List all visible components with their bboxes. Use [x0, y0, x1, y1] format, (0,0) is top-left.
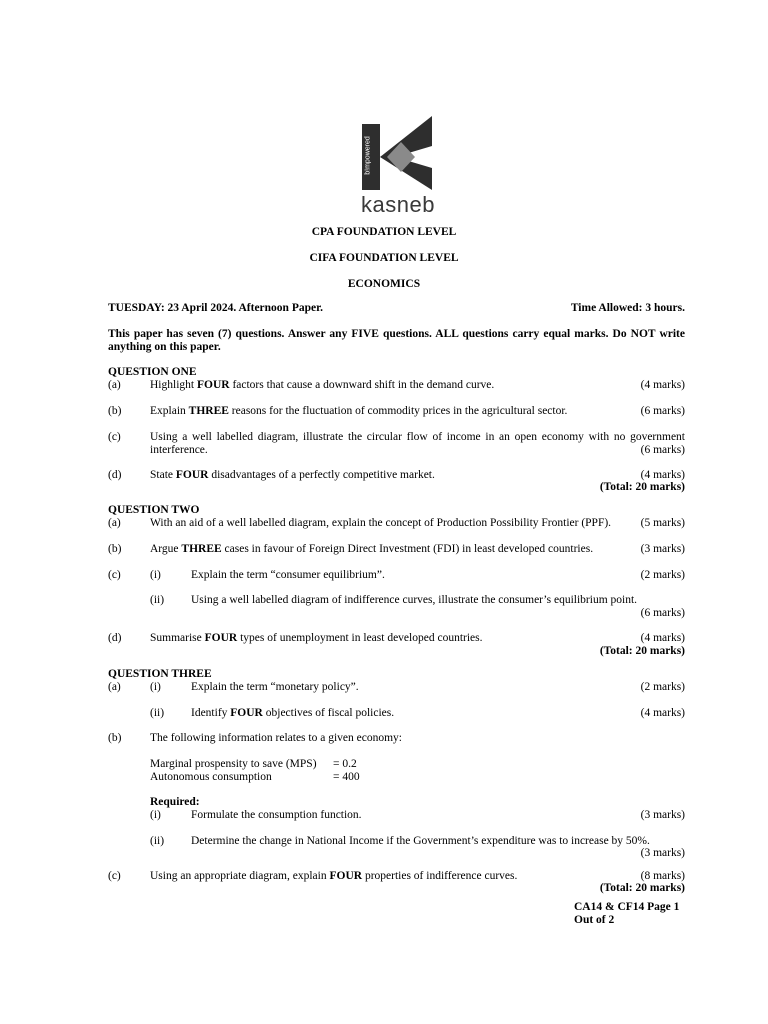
q2d-marks: (4 marks) — [640, 632, 685, 644]
q3c-label: (c) — [108, 870, 121, 882]
q2-total: (Total: 20 marks) — [599, 645, 685, 657]
q3b-text: The following information relates to a given economy: — [150, 732, 402, 744]
exam-date: TUESDAY: 23 April 2024. Afternoon Paper. — [108, 302, 324, 314]
instructions: This paper has seven (7) questions. Answer any FIVE questions. ALL questions carry equal marks. Do NOT write anything on this paper. — [108, 328, 685, 353]
q3-title: QUESTION THREE — [108, 668, 212, 680]
q2d-label: (d) — [108, 632, 122, 644]
q3aii-marks: (4 marks) — [640, 707, 685, 719]
q2cii-label: (ii) — [150, 594, 165, 606]
q3bii-text: Determine the change in National Income if the Government’s expenditure was to increase by 50%. — [191, 835, 650, 847]
q1b-marks: (6 marks) — [640, 405, 685, 417]
q2cii-marks: (6 marks) — [640, 607, 685, 619]
q2ci-label: (i) — [150, 569, 161, 581]
q1c-label: (c) — [108, 431, 121, 443]
q3ai-marks: (2 marks) — [640, 681, 685, 693]
q2b-marks: (3 marks) — [640, 543, 685, 555]
q2-title: QUESTION TWO — [108, 504, 200, 516]
mps-value: = 0.2 — [333, 758, 357, 770]
q2d-text: Summarise FOUR types of unemployment in least developed countries. — [150, 632, 483, 644]
logo-wordmark: kasneb — [361, 192, 435, 217]
q3ai-text: Explain the term “monetary policy”. — [191, 681, 359, 693]
q2a-label: (a) — [108, 517, 121, 529]
q2ci-marks: (2 marks) — [640, 569, 685, 581]
q2cii-text: Using a well labelled diagram of indifference curves, illustrate the consumer’s equilibrium point. — [191, 594, 638, 606]
q1-total: (Total: 20 marks) — [599, 481, 685, 493]
q1c-marks: (6 marks) — [640, 444, 685, 456]
required-heading: Required: — [150, 796, 200, 808]
q2c-label: (c) — [108, 569, 121, 581]
autonomous-consumption-label: Autonomous consumption — [150, 771, 272, 783]
q3bii-label: (ii) — [150, 835, 165, 847]
q3bi-text: Formulate the consumption function. — [191, 809, 362, 821]
q3ai-label: (i) — [150, 681, 161, 693]
q1-title: QUESTION ONE — [108, 366, 197, 378]
page-footer-count: Out of 2 — [574, 914, 615, 926]
q1d-label: (d) — [108, 469, 122, 481]
logo-tagline: b!mpowered — [364, 136, 372, 175]
page-footer-code: CA14 & CF14 Page 1 — [574, 901, 680, 913]
subject-title: ECONOMICS — [347, 278, 421, 290]
q3b-label: (b) — [108, 732, 122, 744]
q3c-marks: (8 marks) — [640, 870, 685, 882]
q2a-text: With an aid of a well labelled diagram, explain the concept of Production Possibility Frontier (PPF). — [150, 517, 612, 529]
q1a-text: Highlight FOUR factors that cause a downward shift in the demand curve. — [150, 379, 495, 391]
q3bi-marks: (3 marks) — [640, 809, 685, 821]
q1b-text: Explain THREE reasons for the fluctuation of commodity prices in the agricultural sector. — [150, 405, 568, 417]
q3bi-label: (i) — [150, 809, 161, 821]
mps-label: Marginal prospensity to save (MPS) — [150, 758, 317, 770]
q3c-text: Using an appropriate diagram, explain FOUR properties of indifference curves. — [150, 870, 518, 882]
q2ci-text: Explain the term “consumer equilibrium”. — [191, 569, 385, 581]
q1a-marks: (4 marks) — [640, 379, 685, 391]
q1b-label: (b) — [108, 405, 122, 417]
level-cpa: CPA FOUNDATION LEVEL — [311, 226, 457, 238]
q2a-marks: (5 marks) — [640, 517, 685, 529]
q1c-text: Using a well labelled diagram, illustrate the circular flow of income in an open economy with no government interference. — [150, 431, 685, 456]
q3bii-marks: (3 marks) — [640, 847, 685, 859]
q3aii-label: (ii) — [150, 707, 165, 719]
kasneb-logo — [355, 116, 440, 216]
q2b-text: Argue THREE cases in favour of Foreign Direct Investment (FDI) in least developed countries. — [150, 543, 594, 555]
q2b-label: (b) — [108, 543, 122, 555]
q3-total: (Total: 20 marks) — [599, 882, 685, 894]
q3a-label: (a) — [108, 681, 121, 693]
q1a-label: (a) — [108, 379, 121, 391]
q1d-marks: (4 marks) — [640, 469, 685, 481]
autonomous-consumption-value: = 400 — [333, 771, 360, 783]
q3aii-text: Identify FOUR objectives of fiscal policies. — [191, 707, 395, 719]
q1d-text: State FOUR disadvantages of a perfectly competitive market. — [150, 469, 435, 481]
time-allowed: Time Allowed: 3 hours. — [570, 302, 685, 314]
level-cifa: CIFA FOUNDATION LEVEL — [309, 252, 459, 264]
